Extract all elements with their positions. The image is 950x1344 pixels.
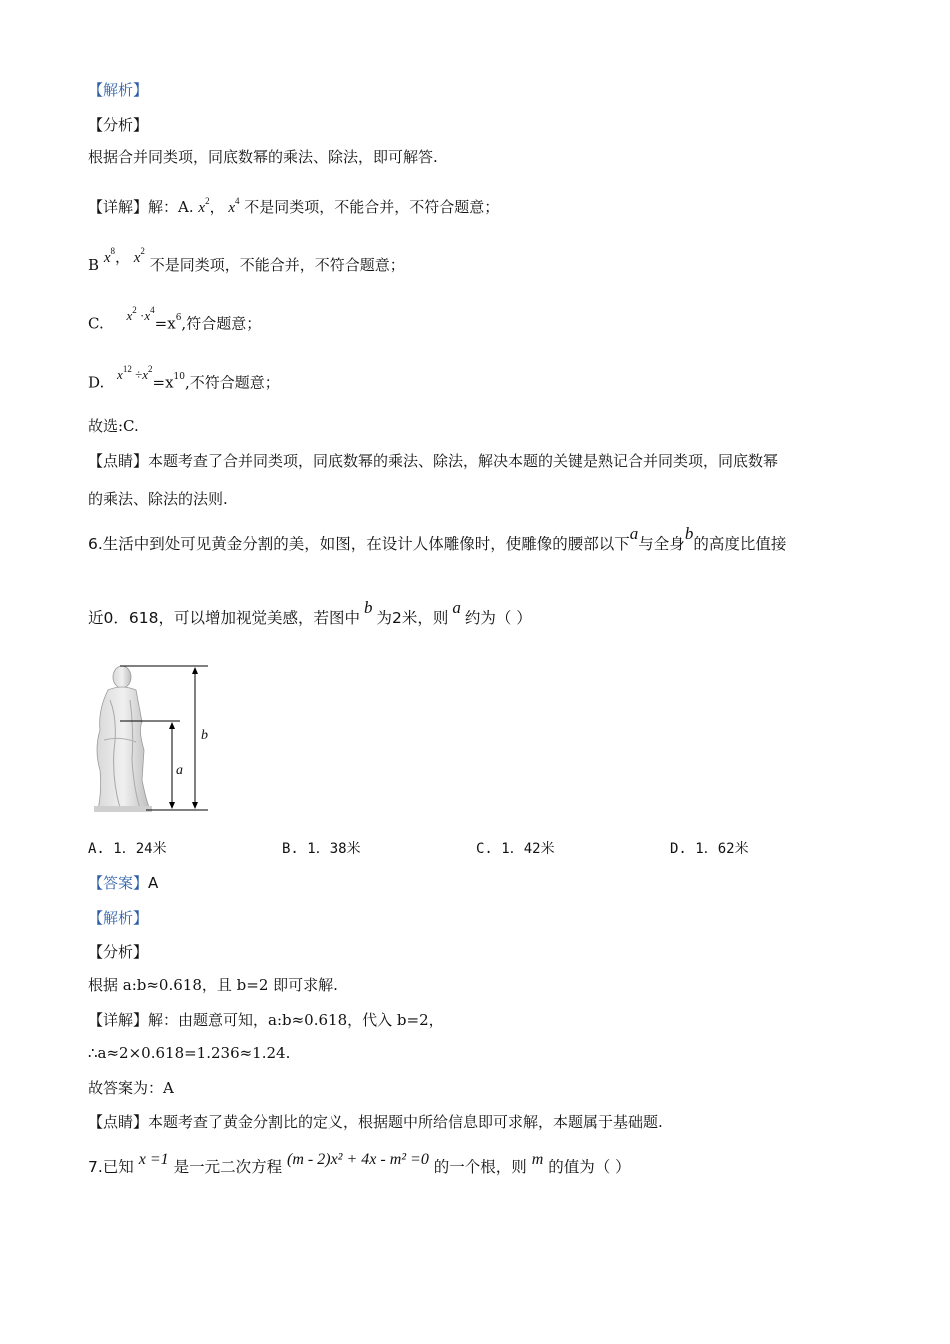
- q6-var-b: b: [684, 524, 694, 543]
- q7-mid: 是一元二次方程: [173, 1158, 283, 1176]
- q7-line: [88, 1151, 631, 1178]
- q7-prefix: 7.已知: [88, 1158, 134, 1176]
- q6-text-2b: 为2米，则: [376, 609, 449, 627]
- q7-end: 的值为（ ）: [548, 1158, 631, 1176]
- q6-line-2: [88, 598, 532, 628]
- option-a-text: 不是同类项，不能合并，不符合题意；: [244, 198, 500, 216]
- detail-line-c: [88, 305, 262, 334]
- expr-x12-div-x2: $x^{12} \div x^2$: [117, 364, 153, 383]
- expr-x2-times-x4: $x^2 \cdot x^4$: [126, 305, 155, 324]
- q7-equation: (m - 2)x² + 4x - m² =0: [287, 1151, 429, 1168]
- d-exponent: 10: [173, 372, 185, 383]
- option-c-label: C.: [88, 314, 104, 333]
- q7-var-m: m: [531, 1151, 544, 1168]
- figure-label-a: a: [176, 763, 183, 778]
- d-result: =x: [152, 373, 174, 392]
- q7-suffix: 的一个根，则: [433, 1158, 527, 1176]
- expr-x8-x2: $x^8$， $x^2$: [103, 246, 145, 266]
- q6-dianjing-line: [88, 1112, 663, 1132]
- option-b-text: 不是同类项，不能合并，不符合题意；: [149, 256, 405, 274]
- q6-detail-line: [88, 1010, 444, 1030]
- q6-var-b-2: b: [363, 598, 373, 617]
- dianjing-text-2: 的乘法、除法的法则.: [88, 490, 228, 508]
- q6-analysis: 根据 a:b≈0.618，且 b=2 即可求解.: [88, 976, 338, 994]
- q6-option-a: A. 1．24米: [88, 841, 167, 857]
- c-exponent: 6: [175, 313, 182, 324]
- option-b-label: B: [88, 256, 100, 274]
- expr-x2-x4: $x^2$， $x^4$: [198, 196, 240, 216]
- jiexi-label-1: 【解析】: [88, 81, 149, 99]
- detail-label-1: 【详解】: [88, 198, 149, 216]
- figure-label-b: b: [201, 728, 208, 743]
- dianjing-line-1: [88, 451, 778, 471]
- q6-text-2a: 近0．618，可以增加视觉美感，若图中: [88, 609, 360, 627]
- q6-var-a: a: [629, 524, 639, 543]
- statue-figure: [90, 660, 220, 815]
- q6-var-a-2: a: [452, 598, 461, 617]
- q6-answer-line: [88, 873, 158, 893]
- q6-option-b: B. 1．38米: [282, 841, 361, 857]
- option-d-label: D.: [88, 373, 105, 392]
- q6-text-1b: 与全身: [638, 535, 685, 553]
- choose-text: 故选:C.: [88, 417, 139, 435]
- c-result: =x: [154, 314, 176, 333]
- q6-fenxi-label: 【分析】: [88, 943, 149, 961]
- option-d-text: ,不符合题意；: [184, 373, 280, 392]
- q6-detail-label: 【详解】: [88, 1011, 149, 1029]
- q6-detail-text: 解：由题意可知，a:b≈0.618，代入 b=2，: [148, 1011, 444, 1029]
- fenxi-label-1: 【分析】: [88, 116, 149, 134]
- detail-intro: 解：A.: [148, 198, 194, 216]
- q6-text-1c: 的高度比值接: [693, 535, 787, 553]
- q6-dianjing-label: 【点睛】: [88, 1113, 149, 1131]
- q6-answer: A: [148, 874, 159, 892]
- detail-line-d: [88, 364, 280, 393]
- detail-line-a: [88, 193, 499, 218]
- analysis-text-1: 根据合并同类项，同底数幂的乘法、除法，即可解答.: [88, 148, 438, 166]
- option-c-text: ,符合题意；: [181, 314, 262, 333]
- q6-text-1a: 6.生活中到处可见黄金分割的美，如图，在设计人体雕像时，使雕像的腰部以下: [88, 535, 630, 553]
- q6-answer-label: 【答案】: [88, 874, 149, 892]
- dianjing-text-1: 本题考查了合并同类项，同底数幂的乘法、除法，解决本题的关键是熟记合并同类项，同底数幂: [148, 452, 779, 470]
- q6-text-2c: 约为（ ）: [464, 609, 532, 627]
- q6-option-d: D. 1．62米: [670, 841, 749, 857]
- detail-line-b: [88, 246, 405, 276]
- q6-jiexi-label: 【解析】: [88, 909, 149, 927]
- q6-therefore: ∴a≈2×0.618=1.236≈1.24.: [88, 1044, 291, 1062]
- q6-line-1: [88, 524, 787, 554]
- dianjing-label-1: 【点睛】: [88, 452, 149, 470]
- q6-option-c: C. 1．42米: [476, 841, 555, 857]
- q7-root: x =1: [138, 1151, 169, 1168]
- q6-dianjing-text: 本题考查了黄金分割比的定义，根据题中所给信息即可求解，本题属于基础题.: [148, 1113, 663, 1131]
- q6-final: 故答案为：A: [88, 1079, 174, 1097]
